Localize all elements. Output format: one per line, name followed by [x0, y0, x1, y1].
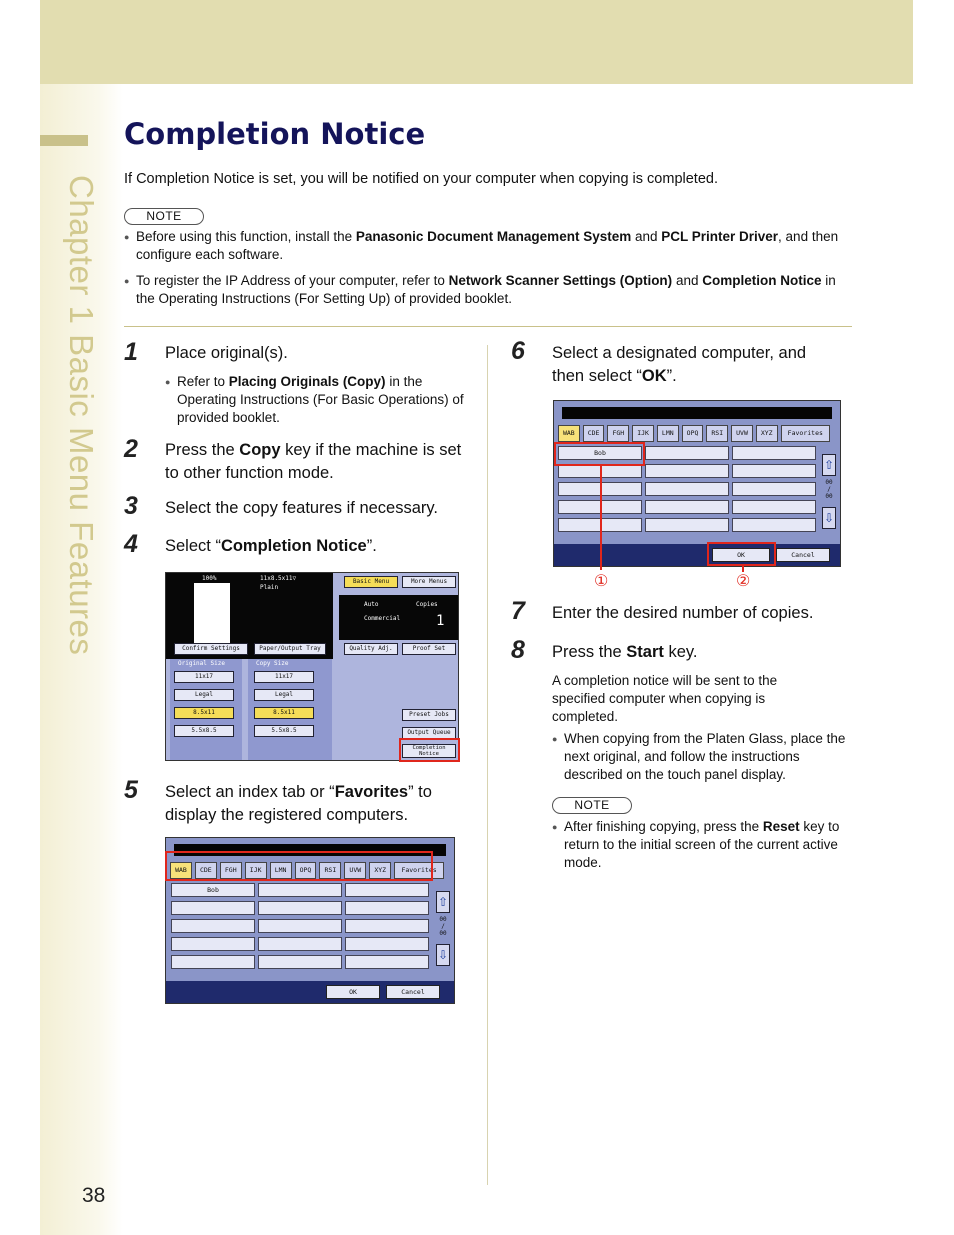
computer-item[interactable]	[732, 500, 816, 514]
tab-fgh[interactable]: FGH	[220, 862, 242, 879]
step-number: 1	[124, 338, 138, 366]
computer-item[interactable]	[258, 919, 342, 933]
tab-xyz[interactable]: XYZ	[369, 862, 391, 879]
note-tag: NOTE	[124, 208, 204, 225]
note-item: ● Before using this function, install the Panasonic Document Management System and PCL Printer Driver, and then configure each software.	[124, 228, 844, 264]
computer-item[interactable]	[345, 883, 429, 897]
basic-menu-button[interactable]: Basic Menu	[344, 576, 398, 588]
computer-item[interactable]	[645, 500, 729, 514]
copy-size-option[interactable]: 5.5x8.5	[254, 725, 314, 737]
copies-value: 1	[436, 613, 445, 629]
computer-item[interactable]	[732, 482, 816, 496]
column-divider	[487, 345, 488, 1185]
copy-size-label: Copy Size	[256, 660, 289, 667]
ok-button[interactable]: OK	[326, 985, 380, 999]
tab-fgh[interactable]: FGH	[607, 425, 629, 442]
cancel-button[interactable]: Cancel	[776, 548, 830, 562]
top-band	[40, 0, 913, 84]
step-text: Place original(s).	[165, 344, 288, 362]
title-bar	[562, 407, 832, 419]
tab-favorites[interactable]: Favorites	[394, 862, 444, 879]
computer-item[interactable]: Bob	[171, 883, 255, 897]
divider	[124, 326, 852, 327]
ok-highlight	[707, 542, 776, 566]
tab-wab[interactable]: WAB	[170, 862, 192, 879]
tab-favorites[interactable]: Favorites	[781, 425, 830, 442]
computer-item[interactable]	[732, 446, 816, 460]
tab-ijk[interactable]: IJK	[245, 862, 267, 879]
confirm-settings-button[interactable]: Confirm Settings	[174, 643, 248, 655]
paper-label: 11x8.5x11▽	[260, 575, 297, 582]
callout-one: ①	[594, 573, 609, 590]
orig-size-option[interactable]: 11x17	[174, 671, 234, 683]
step-text: Select the copy features if necessary.	[165, 499, 438, 517]
computer-item[interactable]	[171, 919, 255, 933]
computer-item[interactable]	[258, 883, 342, 897]
step-text: Select “Completion Notice”.	[165, 537, 377, 555]
step-text: Press the Start key.	[552, 643, 698, 661]
scroll-up-icon[interactable]: ⇧	[436, 891, 450, 913]
intro-text: If Completion Notice is set, you will be notified on your computer when copying is completed.	[124, 171, 718, 187]
more-menus-button[interactable]: More Menus	[402, 576, 456, 588]
callout-two: ②	[736, 573, 751, 590]
chapter-title: Chapter 1 Basic Menu Features	[63, 175, 100, 656]
proof-set-button[interactable]: Proof Set	[402, 643, 456, 655]
computer-item[interactable]	[345, 937, 429, 951]
step-text: Press the Copy key if the machine is set to other function mode.	[165, 441, 462, 482]
step-number: 8	[511, 636, 525, 664]
computer-item[interactable]	[345, 919, 429, 933]
orig-size-option[interactable]: Legal	[174, 689, 234, 701]
auto-label: Auto	[364, 601, 379, 608]
step-number: 5	[124, 776, 138, 804]
scroll-down-icon[interactable]: ⇩	[822, 507, 836, 529]
tab-wab[interactable]: WAB	[558, 425, 580, 442]
scroll-down-icon[interactable]: ⇩	[436, 944, 450, 966]
computer-item[interactable]	[645, 482, 729, 496]
computer-grid	[171, 883, 429, 969]
step-text: Select a designated computer, and then select “OK”.	[552, 344, 807, 385]
copy-size-option[interactable]: Legal	[254, 689, 314, 701]
step-number: 7	[511, 597, 525, 625]
bob-highlight	[554, 442, 645, 466]
commercial-label: Commercial	[364, 615, 401, 622]
orig-size-option[interactable]: 5.5x8.5	[174, 725, 234, 737]
tab-opq[interactable]: OPQ	[295, 862, 317, 879]
computer-select-panel	[553, 400, 841, 567]
computer-item[interactable]	[258, 901, 342, 915]
output-queue-button[interactable]: Output Queue	[402, 727, 456, 739]
orig-size-option[interactable]: 8.5x11	[174, 707, 234, 719]
step-number: 6	[511, 337, 525, 365]
computer-item[interactable]	[645, 464, 729, 478]
ratio-label: 100%	[202, 575, 217, 582]
completion-notice-button[interactable]: Completion Notice	[402, 744, 456, 758]
step-bullet: ● Refer to Placing Originals (Copy) in the Operating Instructions (For Basic Operations) of provided booklet.	[165, 373, 465, 427]
tab-cde[interactable]: CDE	[195, 862, 217, 879]
page-title: Completion Notice	[124, 117, 426, 151]
computer-item[interactable]	[345, 901, 429, 915]
tab-uvw[interactable]: UVW	[344, 862, 366, 879]
completion-notice-highlight	[399, 738, 460, 762]
paper-output-tray-button[interactable]: Paper/Output Tray	[254, 643, 326, 655]
computer-item[interactable]	[171, 901, 255, 915]
computer-item[interactable]	[258, 937, 342, 951]
tab-lmn[interactable]: LMN	[657, 425, 679, 442]
note-tag: NOTE	[552, 797, 632, 814]
tab-opq[interactable]: OPQ	[682, 425, 704, 442]
note-item: ● After finishing copying, press the Reset key to return to the initial screen of the current active mode.	[552, 818, 852, 872]
cancel-button[interactable]: Cancel	[386, 985, 440, 999]
copy-size-option[interactable]: 8.5x11	[254, 707, 314, 719]
tab-cde[interactable]: CDE	[583, 425, 605, 442]
computer-item[interactable]	[645, 446, 729, 460]
copies-label: Copies	[416, 601, 438, 608]
tab-rsi[interactable]: RSI	[319, 862, 341, 879]
index-tabs	[558, 425, 830, 442]
tab-lmn[interactable]: LMN	[270, 862, 292, 879]
computer-item[interactable]	[732, 464, 816, 478]
computer-item[interactable]	[258, 955, 342, 969]
side-accent	[40, 135, 88, 146]
computer-item[interactable]	[171, 955, 255, 969]
note-item: ● To register the IP Address of your computer, refer to Network Scanner Settings (Option) and Completion Notice in the Operating Instructions (For Setting Up) of provided booklet.	[124, 272, 844, 308]
computer-item[interactable]: Bob	[558, 446, 642, 460]
copy-panel-screenshot	[165, 572, 459, 761]
step-number: 2	[124, 435, 138, 463]
plain-label: Plain	[260, 584, 279, 591]
step-bullet: ● When copying from the Platen Glass, place the next original, and follow the instructions described on the touch panel display.	[552, 730, 852, 784]
page-number: 38	[82, 1184, 106, 1207]
document-thumbnail	[194, 583, 230, 645]
quality-adj-button[interactable]: Quality Adj.	[344, 643, 398, 655]
scroll-up-icon[interactable]: ⇧	[822, 454, 836, 476]
copy-size-option[interactable]: 11x17	[254, 671, 314, 683]
computer-item[interactable]	[171, 937, 255, 951]
original-size-label: Original Size	[178, 660, 225, 667]
tab-rsi[interactable]: RSI	[706, 425, 728, 442]
step-description: A completion notice will be sent to the specified computer when copying is completed.	[552, 673, 778, 724]
computer-item[interactable]	[345, 955, 429, 969]
tabs-highlight	[165, 851, 433, 881]
preset-jobs-button[interactable]: Preset Jobs	[402, 709, 456, 721]
step-text: Select an index tab or “Favorites” to display the registered computers.	[165, 783, 432, 824]
tab-uvw[interactable]: UVW	[731, 425, 753, 442]
step-text: Enter the desired number of copies.	[552, 604, 814, 622]
callout-line	[600, 466, 602, 570]
computer-item[interactable]	[732, 518, 816, 532]
tab-xyz[interactable]: XYZ	[756, 425, 778, 442]
ok-button[interactable]: OK	[712, 548, 770, 562]
step-number: 4	[124, 530, 138, 558]
step-number: 3	[124, 492, 138, 520]
tab-ijk[interactable]: IJK	[632, 425, 654, 442]
page-counter: 00 / 00	[825, 479, 833, 500]
computer-item[interactable]	[645, 518, 729, 532]
page-counter: 00 / 00	[439, 916, 447, 937]
